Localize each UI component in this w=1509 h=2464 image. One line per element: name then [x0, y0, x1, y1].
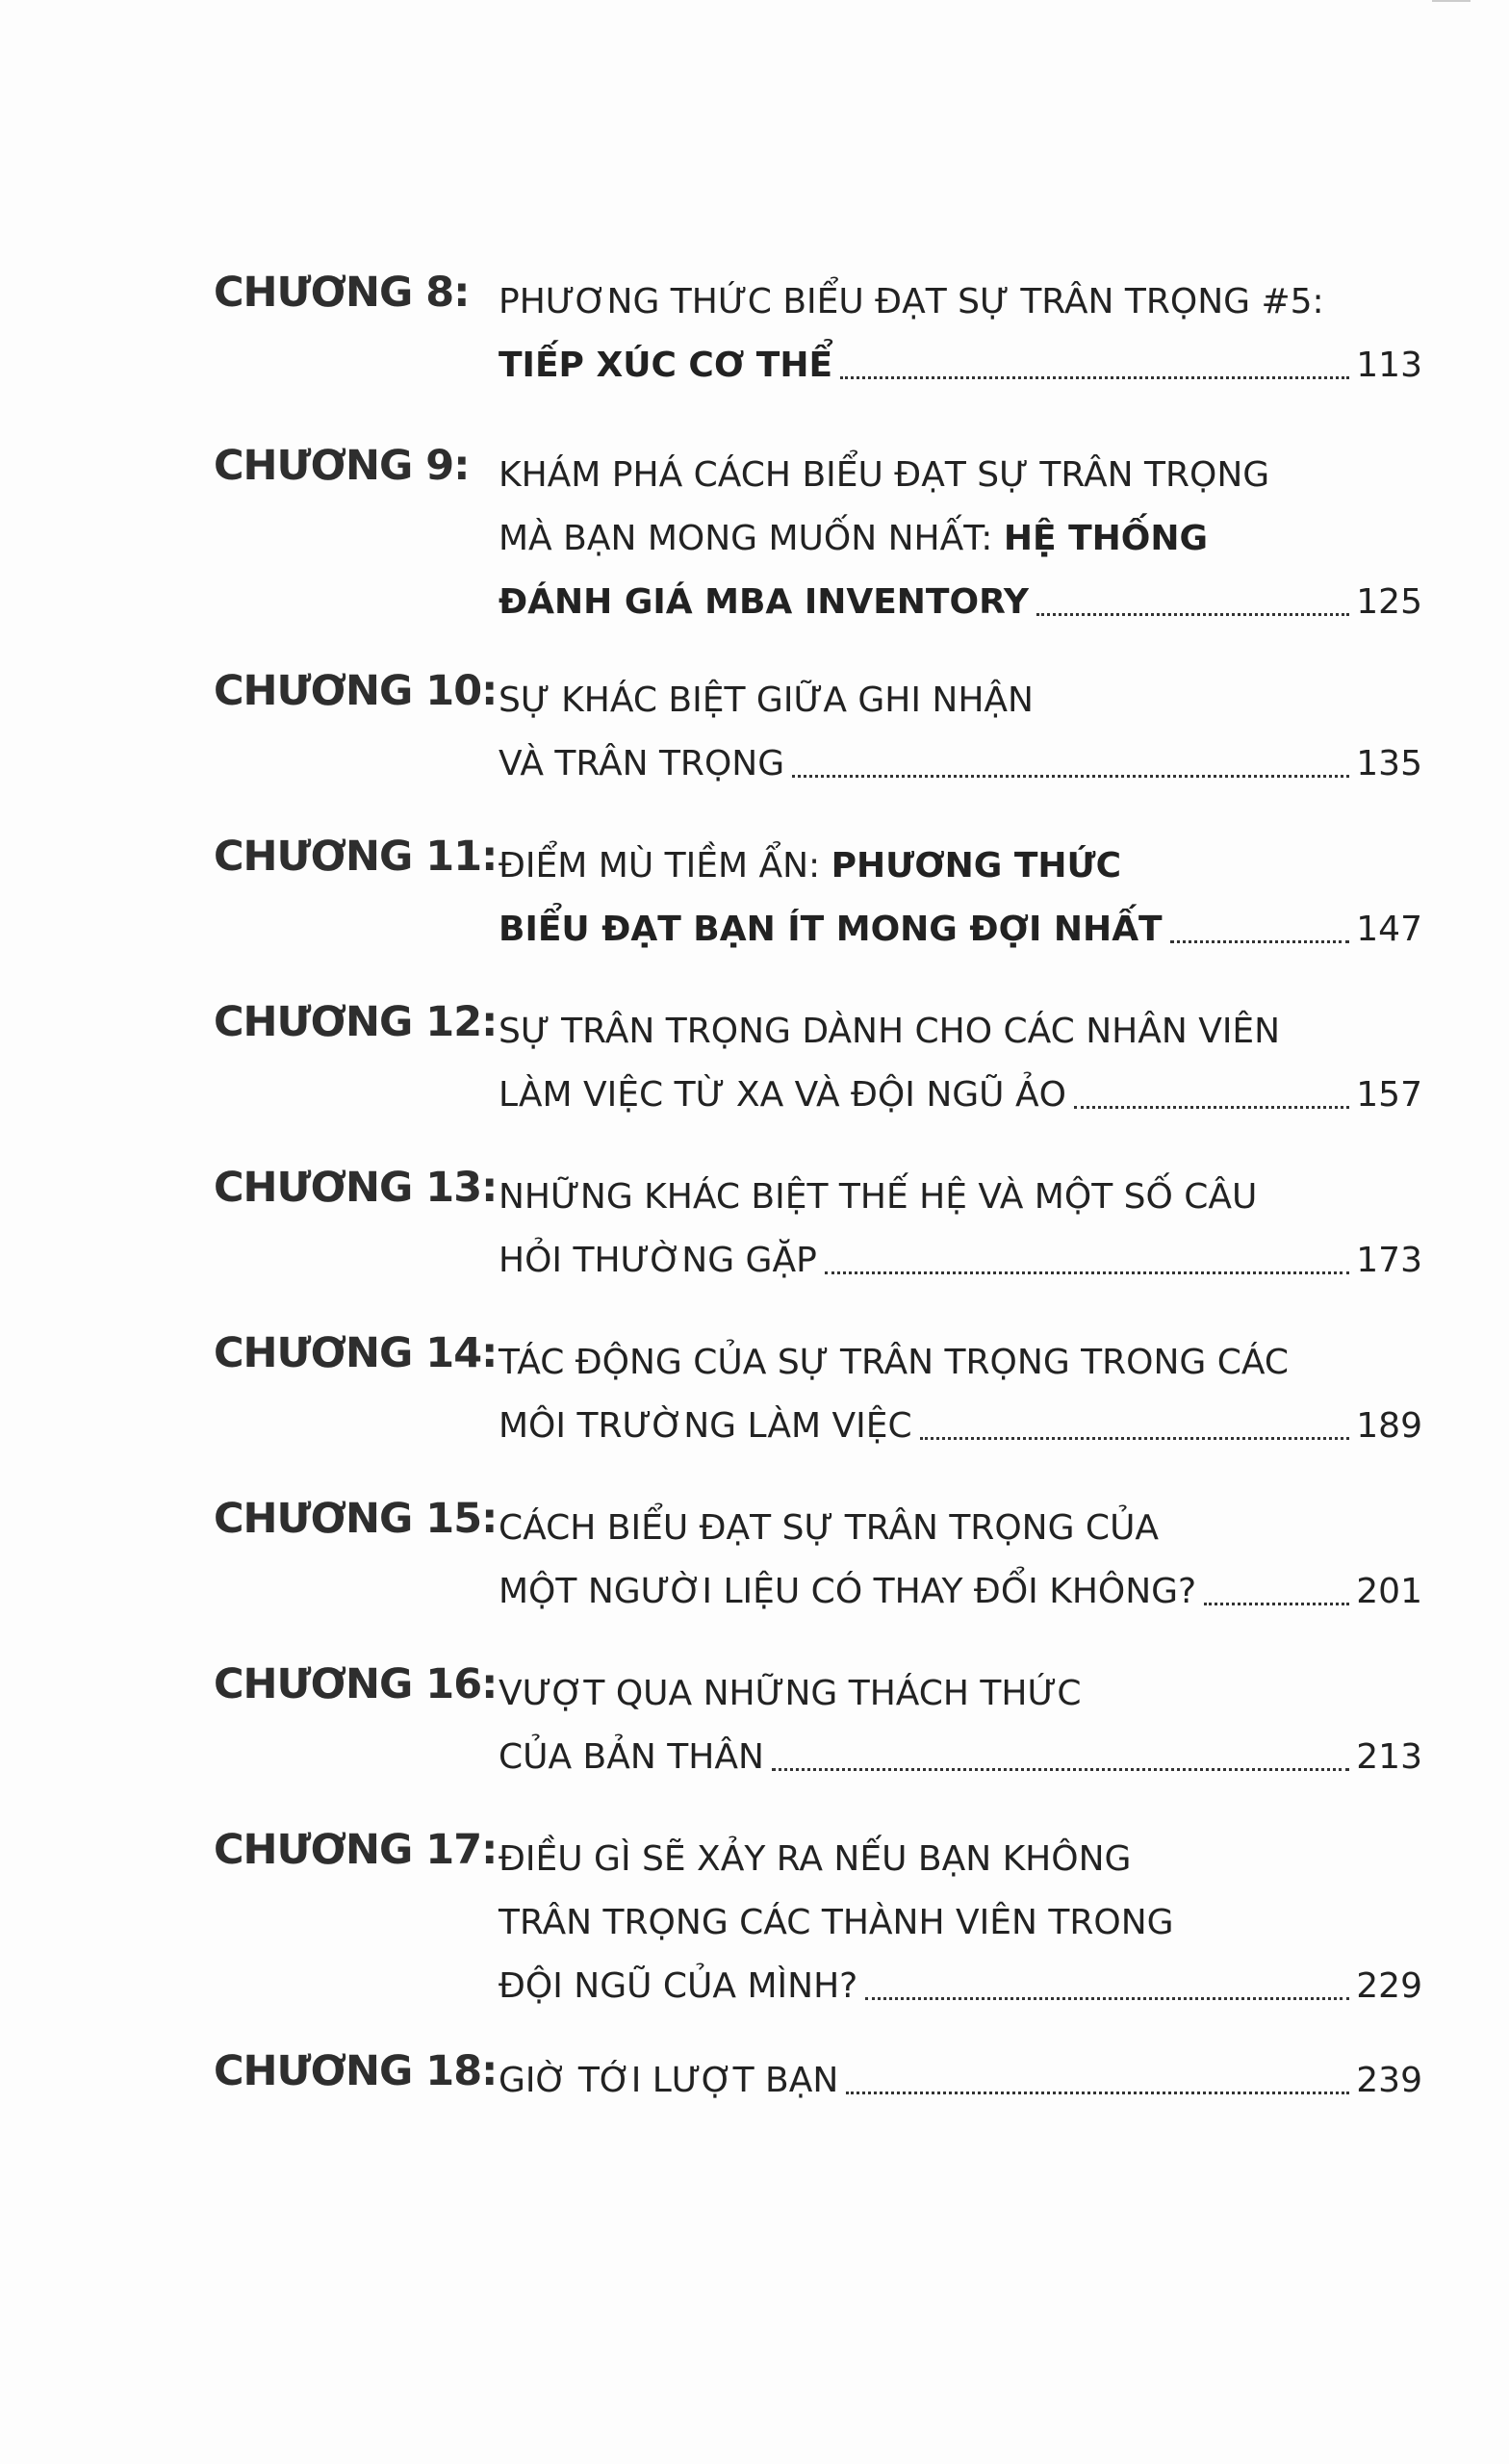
chapter-title [499, 439, 1422, 629]
page-number: 147 [1356, 910, 1422, 949]
chapter-title-bold-text: BIỂU ĐẠT BẠN ÍT MONG ĐỢI NHẤT [499, 910, 1163, 949]
chapter-title-text: TRÂN TRỌNG CÁC THÀNH VIÊN TRONG [499, 1903, 1174, 1942]
dot-leader [825, 1271, 1349, 1274]
chapter-title [499, 995, 1422, 1122]
chapter-title [499, 1492, 1422, 1619]
chapter-title-text: SỰ TRÂN TRỌNG DÀNH CHO CÁC NHÂN VIÊN [499, 1012, 1281, 1051]
chapter-title [499, 1823, 1422, 2014]
chapter-title-line [499, 2044, 1422, 2108]
chapter-title-line [499, 1823, 1422, 1886]
page-number: 135 [1356, 744, 1422, 783]
chapter-label: CHƯƠNG 17: [214, 1826, 498, 1874]
chapter-title-line [499, 1161, 1422, 1224]
chapter-title [499, 266, 1422, 393]
dot-leader [846, 2092, 1349, 2094]
chapter-title-text: MÀ BẠN MONG MUỐN NHẤT: [499, 519, 1004, 558]
chapter-title-line [499, 664, 1422, 728]
chapter-title-line [499, 1886, 1422, 1950]
chapter-title-line [499, 1657, 1422, 1721]
chapter-title-bold-text: ĐÁNH GIÁ MBA INVENTORY [499, 582, 1029, 622]
chapter-label: CHƯƠNG 15: [214, 1495, 498, 1543]
chapter-title-line [499, 830, 1422, 893]
page-number: 239 [1356, 2061, 1422, 2100]
chapter-title-bold-text: HỆ THỐNG [1003, 519, 1209, 558]
chapter-label: CHƯƠNG 12: [214, 998, 498, 1046]
dot-leader [865, 1997, 1349, 2000]
chapter-title-bold-text: TIẾP XÚC CƠ THỂ [499, 346, 833, 385]
chapter-label: CHƯƠNG 11: [214, 833, 498, 881]
page-number: 213 [1356, 1737, 1422, 1777]
chapter-title-line [499, 502, 1422, 566]
chapter-title-line [499, 266, 1422, 329]
page-number: 157 [1356, 1075, 1422, 1115]
chapter-title-text: LÀM VIỆC TỪ XA VÀ ĐỘI NGŨ ẢO [499, 1075, 1066, 1115]
chapter-title-text: GIỜ TỚI LƯỢT BẠN [499, 2061, 839, 2100]
dot-leader [1170, 940, 1349, 943]
chapter-title-line [499, 995, 1422, 1059]
chapter-label: CHƯƠNG 9: [214, 442, 470, 490]
chapter-title-text: ĐIỀU GÌ SẼ XẢY RA NẾU BẠN KHÔNG [499, 1839, 1132, 1879]
dot-leader [1204, 1603, 1349, 1605]
page-number: 113 [1356, 346, 1422, 385]
chapter-title-text: SỰ KHÁC BIỆT GIỮA GHI NHẬN [499, 680, 1034, 720]
chapter-title-text: VƯỢT QUA NHỮNG THÁCH THỨC [499, 1674, 1082, 1713]
chapter-title-line [499, 728, 1422, 791]
chapter-title-line [499, 1224, 1422, 1288]
chapter-title-line [499, 329, 1422, 393]
chapter-title-text: TÁC ĐỘNG CỦA SỰ TRÂN TRỌNG TRONG CÁC [499, 1343, 1290, 1382]
chapter-label: CHƯƠNG 8: [214, 269, 470, 317]
chapter-title-text: HỎI THƯỜNG GẶP [499, 1241, 817, 1280]
page-number: 173 [1356, 1241, 1422, 1280]
dot-leader [840, 376, 1349, 379]
chapter-label: CHƯƠNG 16: [214, 1660, 498, 1708]
dot-leader [772, 1768, 1349, 1771]
chapter-label: CHƯƠNG 14: [214, 1329, 498, 1377]
chapter-title-line [499, 1492, 1422, 1555]
page-number: 189 [1356, 1406, 1422, 1446]
chapter-title-text: MÔI TRƯỜNG LÀM VIỆC [499, 1406, 912, 1446]
chapter-title-text: MỘT NGƯỜI LIỆU CÓ THAY ĐỔI KHÔNG? [499, 1572, 1197, 1611]
chapter-title [499, 1161, 1422, 1288]
dot-leader [1074, 1106, 1349, 1109]
dot-leader [1036, 613, 1349, 616]
chapter-title [499, 1657, 1422, 1784]
chapter-title-line [499, 1950, 1422, 2014]
chapter-title [499, 830, 1422, 957]
chapter-title-line [499, 1059, 1422, 1122]
page-number: 201 [1356, 1572, 1422, 1611]
chapter-title-bold-text: PHƯƠNG THỨC [831, 846, 1122, 886]
chapter-title [499, 664, 1422, 791]
chapter-title-text: CỦA BẢN THÂN [499, 1737, 764, 1777]
chapter-title-text: VÀ TRÂN TRỌNG [499, 744, 785, 783]
chapter-title-text: KHÁM PHÁ CÁCH BIỂU ĐẠT SỰ TRÂN TRỌNG [499, 455, 1270, 495]
chapter-title [499, 1326, 1422, 1453]
chapter-title-text: ĐỘI NGŨ CỦA MÌNH? [499, 1966, 858, 2006]
chapter-title-text: ĐIỂM MÙ TIỀM ẨN: [499, 846, 831, 886]
chapter-title-line [499, 1326, 1422, 1390]
dot-leader [920, 1437, 1349, 1440]
chapter-title [499, 2044, 1422, 2108]
page-number: 125 [1356, 582, 1422, 622]
dot-leader [792, 775, 1349, 778]
chapter-title-line [499, 566, 1422, 629]
chapter-title-line [499, 893, 1422, 957]
page-number: 229 [1356, 1966, 1422, 2006]
chapter-title-line [499, 1721, 1422, 1784]
chapter-label: CHƯƠNG 18: [214, 2047, 498, 2095]
chapter-title-line [499, 439, 1422, 502]
chapter-title-line [499, 1555, 1422, 1619]
chapter-title-text: PHƯƠNG THỨC BIỂU ĐẠT SỰ TRÂN TRỌNG #5: [499, 282, 1324, 321]
chapter-title-line [499, 1390, 1422, 1453]
chapter-label: CHƯƠNG 10: [214, 667, 498, 715]
chapter-title-text: NHỮNG KHÁC BIỆT THẾ HỆ VÀ MỘT SỐ CÂU [499, 1177, 1258, 1217]
chapter-title-text: CÁCH BIỂU ĐẠT SỰ TRÂN TRỌNG CỦA [499, 1508, 1160, 1548]
chapter-label: CHƯƠNG 13: [214, 1164, 498, 1212]
